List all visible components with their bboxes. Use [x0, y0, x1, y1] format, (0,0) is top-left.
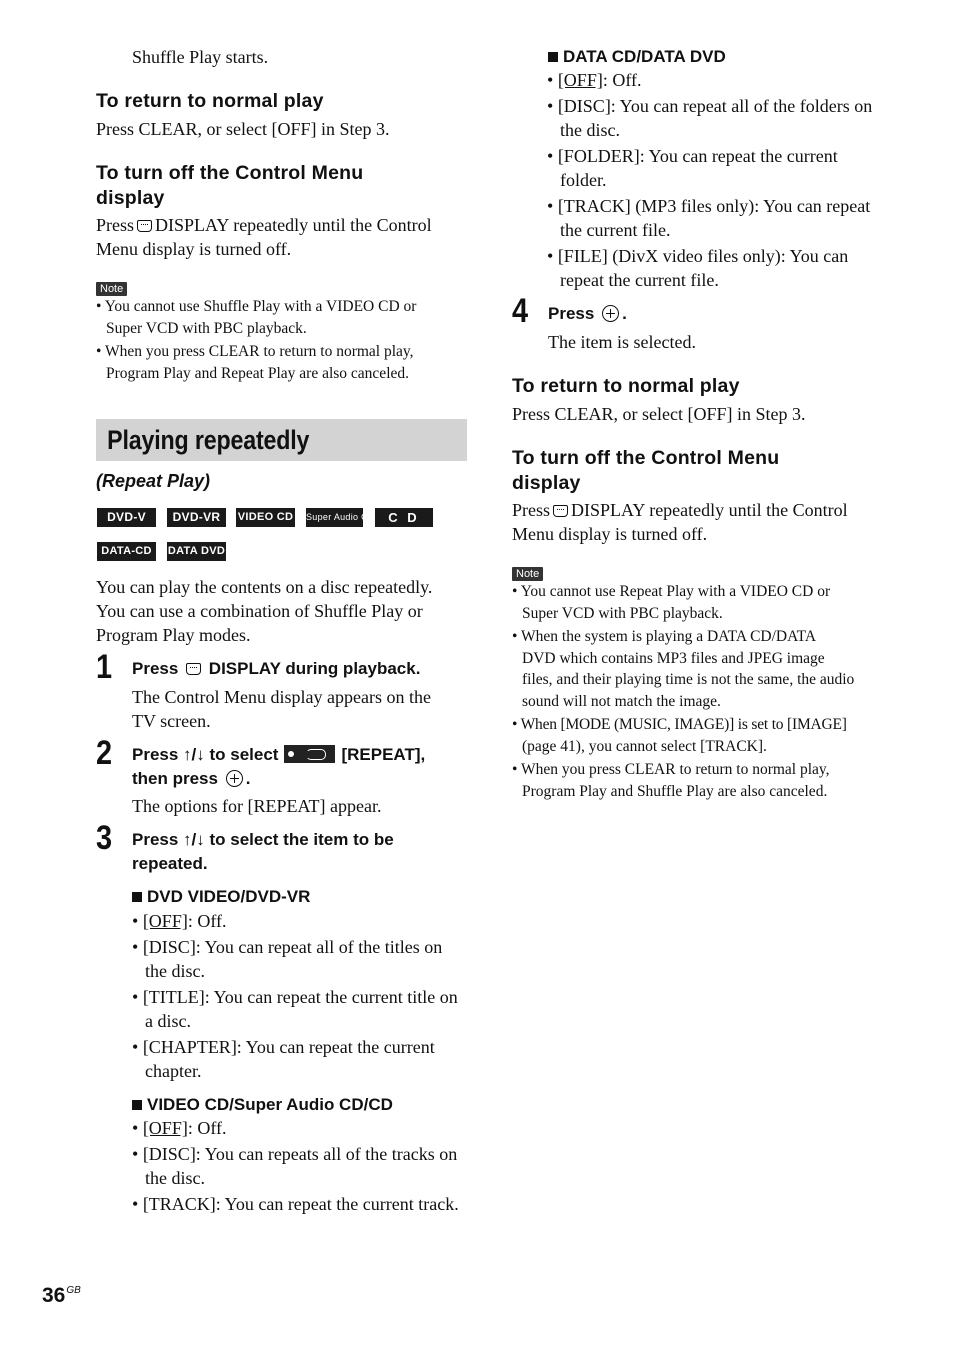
step-3-instruction: Press ↑/↓ to select the item to be repeated. — [132, 830, 394, 873]
list-item: • [DISC]: You can repeat all of the folders on the disc. — [547, 96, 873, 140]
list-item: • [FOLDER]: You can repeat the current folder. — [547, 146, 838, 190]
list-item: • [CHAPTER]: You can repeat the current chapter. — [132, 1037, 435, 1081]
note-item: • When [MODE (MUSIC, IMAGE)] is set to [IMAGE] (page 41), you cannot select [TRACK]. — [512, 716, 847, 755]
shuffle-starts-text: Shuffle Play starts. — [132, 47, 269, 67]
repeat-icon — [284, 745, 335, 763]
badge-cd: C D — [375, 508, 433, 527]
page-number: $36^{GB}$ — [42, 1284, 81, 1307]
note-item: • When you press CLEAR to return to normal play, Program Play and Repeat Play are also canceled. — [96, 343, 414, 382]
list-item: • [OFF]: Off. — [547, 70, 642, 90]
step-1-number: 1 — [96, 648, 113, 686]
data-cd-subhead: DATA CD/DATA DVD — [548, 46, 726, 68]
section-title-bar — [96, 419, 467, 461]
badge-video-cd: VIDEO CD — [236, 508, 295, 527]
badge-super-audio-cd: Super Audio CD — [306, 508, 363, 527]
note-item: • You cannot use Repeat Play with a VIDEO CD or Super VCD with PBC playback. — [512, 583, 831, 622]
turnoff-text-right-line2: Menu display is turned off. — [512, 524, 708, 544]
turnoff-text-line2: Menu display is turned off. — [96, 239, 292, 259]
display-icon — [137, 220, 152, 232]
list-item: • [DISC]: You can repeat all of the titles on the disc. — [132, 937, 443, 981]
step-1-instruction: Press DISPLAY during playback. — [132, 659, 421, 678]
note-item: • When you press CLEAR to return to normal play, Program Play and Shuffle Play are also canceled. — [512, 761, 830, 800]
return-normal-text: Press CLEAR, or select [OFF] in Step 3. — [96, 119, 390, 139]
step-3-number: 3 — [96, 819, 113, 857]
video-cd-subhead: VIDEO CD/Super Audio CD/CD — [132, 1094, 393, 1116]
section-subtitle: (Repeat Play) — [96, 471, 211, 491]
turnoff-heading-right-line1: To turn off the Control Menu — [512, 447, 780, 469]
intro-paragraph: You can play the contents on a disc repeatedly. You can use a combination of Shuffle Play or Program Play modes. — [96, 577, 433, 645]
turnoff-text-right: Press DISPLAY repeatedly until the Control — [512, 500, 848, 520]
display-icon — [553, 505, 568, 517]
data-options-list — [547, 68, 883, 294]
note-list-right — [512, 581, 884, 802]
list-item: • [TRACK]: You can repeat the current track. — [132, 1194, 459, 1214]
badge-dvd-v: DVD-V — [97, 508, 156, 527]
list-item: • [TITLE]: You can repeat the current title on a disc. — [132, 987, 458, 1031]
dvd-video-subhead: DVD VIDEO/DVD-VR — [132, 886, 310, 908]
turnoff-text: Press DISPLAY repeatedly until the Control — [96, 215, 432, 235]
note-badge: Note — [96, 279, 127, 297]
badge-data-dvd: DATA DVD — [167, 542, 226, 561]
list-item: • [OFF]: Off. — [132, 911, 227, 931]
badge-dvd-vr: DVD-VR — [167, 508, 226, 527]
turnoff-heading-line2: display — [96, 187, 165, 209]
step-1-result: The Control Menu display appears on the TV screen. — [132, 687, 431, 731]
step-4-result: The item is selected. — [548, 332, 696, 352]
note-item: • You cannot use Shuffle Play with a VIDEO CD or Super VCD with PBC playback. — [96, 298, 417, 337]
turnoff-heading-right-line2: display — [512, 472, 581, 494]
dvd-options-list — [132, 909, 468, 1085]
step-2-instruction-line2: then press . — [132, 769, 251, 788]
return-normal-heading-right: To return to normal play — [512, 375, 740, 397]
step-2-result: The options for [REPEAT] appear. — [132, 796, 382, 816]
enter-button-icon — [602, 305, 619, 322]
return-normal-heading: To return to normal play — [96, 90, 324, 112]
step-4-instruction: Press . — [548, 304, 627, 323]
enter-button-icon — [226, 770, 243, 787]
turnoff-heading-line1: To turn off the Control Menu — [96, 162, 364, 184]
step-4-number: 4 — [512, 292, 529, 330]
step-2-instruction: Press ↑/↓ to select [REPEAT], — [132, 745, 426, 764]
return-normal-text-right: Press CLEAR, or select [OFF] in Step 3. — [512, 404, 806, 424]
list-item: • [DISC]: You can repeats all of the tracks on the disc. — [132, 1144, 458, 1188]
list-item: • [OFF]: Off. — [132, 1118, 227, 1138]
section-title: Playing repeatedly — [107, 425, 310, 455]
list-item: • [FILE] (DivX video files only): You can repeat the current file. — [547, 246, 849, 290]
step-2-number: 2 — [96, 734, 113, 772]
vcd-options-list — [132, 1116, 468, 1218]
note-badge-right: Note — [512, 564, 543, 582]
list-item: • [TRACK] (MP3 files only): You can repeat the current file. — [547, 196, 871, 240]
note-item: • When the system is playing a DATA CD/DATA DVD which contains MP3 files and JPEG image files, and their playing time is not the same, the audio sound will not match the image. — [512, 628, 855, 710]
badge-data-cd: DATA-CD — [97, 542, 156, 561]
display-icon — [186, 663, 201, 675]
note-list — [96, 296, 468, 384]
